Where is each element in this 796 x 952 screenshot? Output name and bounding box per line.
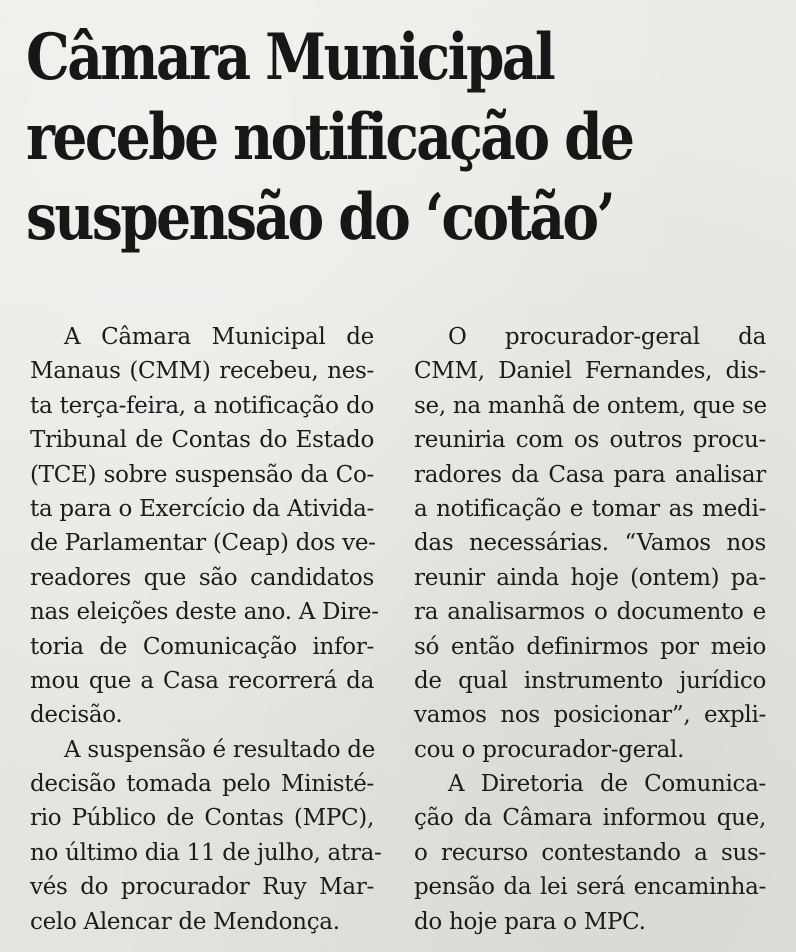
body-text-line: o recurso contestando a sus- xyxy=(414,839,766,866)
body-text-line: A Câmara Municipal de xyxy=(64,324,374,350)
body-text-line: mou que a Casa recorrerá da xyxy=(30,667,374,694)
body-text-line: rio Público de Contas (MPC), xyxy=(30,805,374,832)
body-text-line: de qual instrumento jurídico xyxy=(414,667,766,694)
body-text-line: se, na manhã de ontem, que se xyxy=(414,392,767,419)
body-text-line: ção da Câmara informou que, xyxy=(414,805,766,832)
body-text-line: readores que são candidatos xyxy=(30,564,374,591)
body-text-line: a notificação e tomar as medi- xyxy=(414,495,766,522)
body-text-line: decisão tomada pelo Ministé- xyxy=(30,771,374,798)
body-text-line: ta terça-feira, a notificação do xyxy=(30,392,374,419)
body-text-line: reuniria com os outros procu- xyxy=(414,427,766,454)
body-text-line: Manaus (CMM) recebeu, nes- xyxy=(30,358,374,385)
body-text-line: reunir ainda hoje (ontem) pa- xyxy=(414,564,766,591)
body-text-line: celo Alencar de Mendonça. xyxy=(30,908,340,935)
body-text-line: do hoje para o MPC. xyxy=(414,908,646,935)
body-text-line: só então definirmos por meio xyxy=(414,633,766,660)
body-text-line: O procurador-geral da xyxy=(448,324,766,350)
body-text-line: A suspensão é resultado de xyxy=(64,736,376,763)
body-text-line: vamos nos posicionar”, expli- xyxy=(414,702,766,729)
body-text-line: ra analisarmos o documento e xyxy=(414,599,766,626)
body-text-line: nas eleições deste ano. A Dire- xyxy=(30,599,379,626)
body-text-line: decisão. xyxy=(30,702,123,729)
article-column-right xyxy=(414,320,766,939)
headline-line: recebe notificação de xyxy=(26,100,633,175)
body-text-line: CMM, Daniel Fernandes, dis- xyxy=(414,358,766,385)
body-text-line: radores da Casa para analisar xyxy=(414,461,766,488)
body-text-line: A Diretoria de Comunica- xyxy=(448,771,766,798)
body-text-line: no último dia 11 de julho, atra- xyxy=(30,839,382,866)
body-text-line: das necessárias. “Vamos nos xyxy=(414,530,766,557)
body-text-line: pensão da lei será encaminha- xyxy=(414,874,766,901)
body-text-line: de Parlamentar (Ceap) dos ve- xyxy=(30,530,376,557)
headline-line: suspensão do ‘cotão’ xyxy=(26,180,614,255)
article-column-left xyxy=(30,320,382,939)
headline-line: Câmara Municipal xyxy=(26,20,554,95)
body-text-line: cou o procurador-geral. xyxy=(414,736,685,763)
body-text-line: Tribunal de Contas do Estado xyxy=(30,427,374,454)
headline xyxy=(26,18,680,258)
body-text-line: vés do procurador Ruy Mar- xyxy=(30,874,374,901)
body-text-line: toria de Comunicação infor- xyxy=(30,633,374,660)
body-text-line: (TCE) sobre suspensão da Co- xyxy=(30,461,374,488)
body-text-line: ta para o Exercício da Ativida- xyxy=(30,495,374,522)
